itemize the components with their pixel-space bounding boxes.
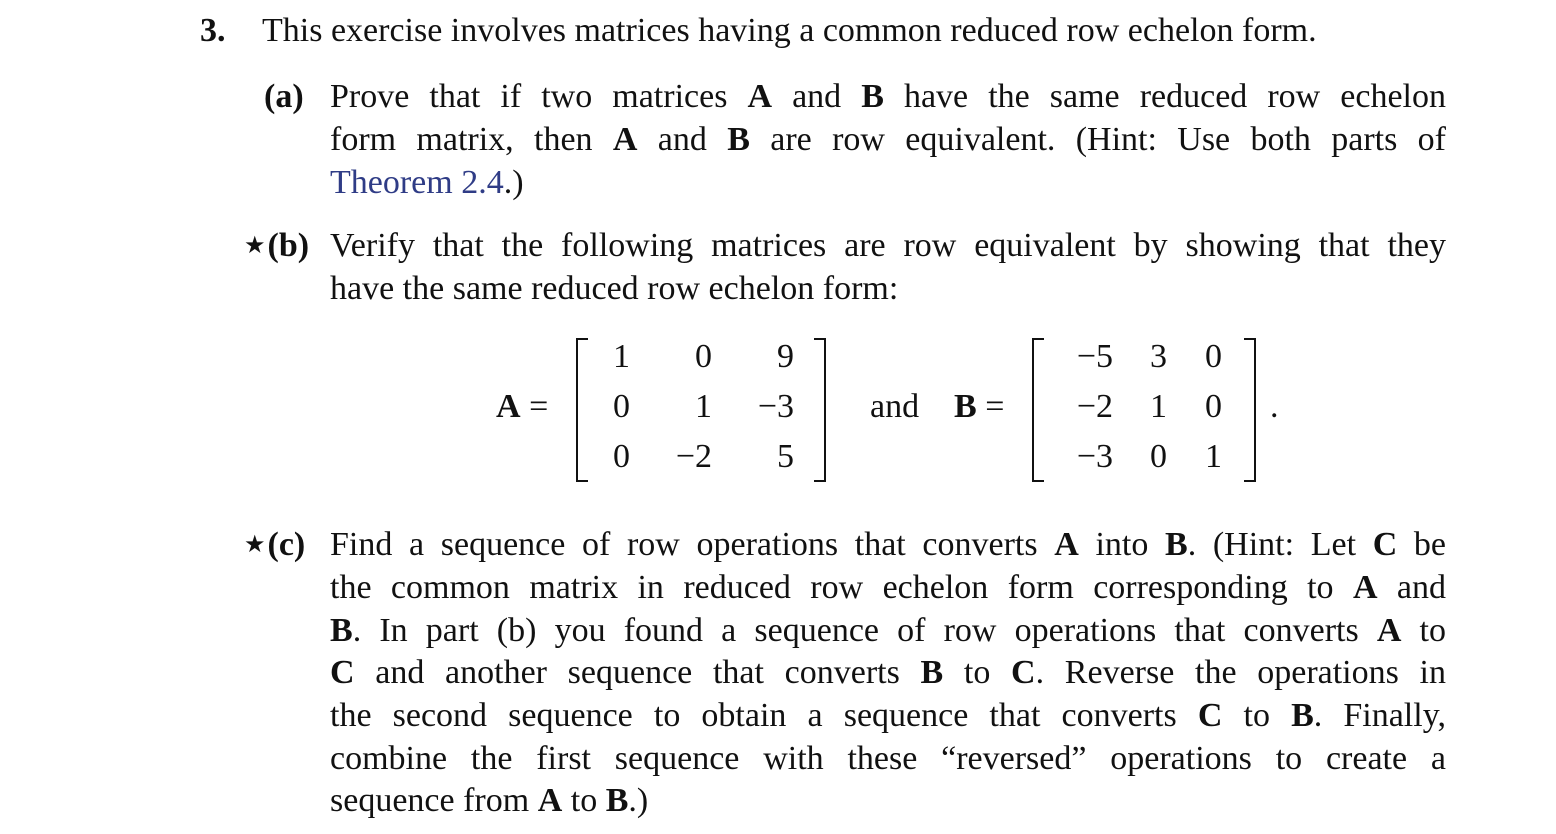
part-a-line-3: Theorem 2.4.) (330, 164, 524, 201)
matrix-a-cell: 5 (777, 438, 794, 475)
matrix-a-cell: 0 (613, 438, 630, 475)
star-icon: ★ (244, 532, 266, 558)
matrix-a-cell: 1 (613, 338, 630, 375)
matrix-b-cell: −3 (1076, 438, 1113, 475)
part-b-label: ★(b) (244, 227, 310, 264)
part-a-label: (a) (264, 78, 304, 115)
star-icon: ★ (244, 233, 266, 259)
part-b-line-2: have the same reduced row echelon form: (330, 270, 899, 307)
matrix-b-cell: −2 (1076, 388, 1113, 425)
part-a-line-2: form matrix, then A and B are row equivalent. (Hint: Use both parts of (330, 121, 1447, 158)
matrix-a-label: A = (496, 388, 549, 425)
matrix-b-cell: 0 (1205, 388, 1222, 425)
matrix-b-label: B = (954, 388, 1005, 425)
matrix-b-right-bracket (1244, 338, 1256, 482)
part-c-label: ★(c) (244, 526, 306, 563)
problem-intro: This exercise involves matrices having a common reduced row echelon form. (262, 12, 1317, 49)
matrix-b-cell: 0 (1205, 338, 1222, 375)
matrix-a-right-bracket (814, 338, 826, 482)
part-c-line-3: B. In part (b) you found a sequence of row operations that converts A to (330, 612, 1446, 649)
problem-number: 3. (200, 12, 226, 49)
and-connector: and (870, 388, 920, 425)
part-c-line-7: sequence from A to B.) (330, 782, 649, 819)
matrix-b-cell: 1 (1150, 388, 1167, 425)
matrix-a-cell: −3 (757, 388, 794, 425)
matrix-a-cell: −2 (675, 438, 712, 475)
matrix-period: . (1270, 388, 1279, 425)
matrix-a-cell: 0 (695, 338, 712, 375)
part-c-line-1: Find a sequence of row operations that converts A into B. (Hint: Let C be (330, 526, 1446, 563)
part-c-line-4: C and another sequence that converts B to C. Reverse the operations in (330, 654, 1446, 691)
theorem-reference-link[interactable]: Theorem 2.4 (330, 164, 504, 201)
part-a-line-1: Prove that if two matrices A and B have the same reduced row echelon (330, 78, 1446, 115)
part-c-line-5: the second sequence to obtain a sequence that converts C to B. Finally, (330, 697, 1446, 734)
part-c-line-6: combine the first sequence with these “reversed” operations to create a (330, 740, 1446, 777)
matrix-b-cell: −5 (1076, 338, 1113, 375)
matrix-b-cell: 3 (1150, 338, 1167, 375)
matrix-a-cell: 0 (613, 388, 630, 425)
part-b-line-1: Verify that the following matrices are row equivalent by showing that they (330, 227, 1446, 264)
matrix-b-cell: 1 (1205, 438, 1222, 475)
part-c-line-2: the common matrix in reduced row echelon form corresponding to A and (330, 569, 1447, 606)
matrix-b-cell: 0 (1150, 438, 1167, 475)
matrix-a-cell: 1 (695, 388, 712, 425)
matrix-a-cell: 9 (777, 338, 794, 375)
